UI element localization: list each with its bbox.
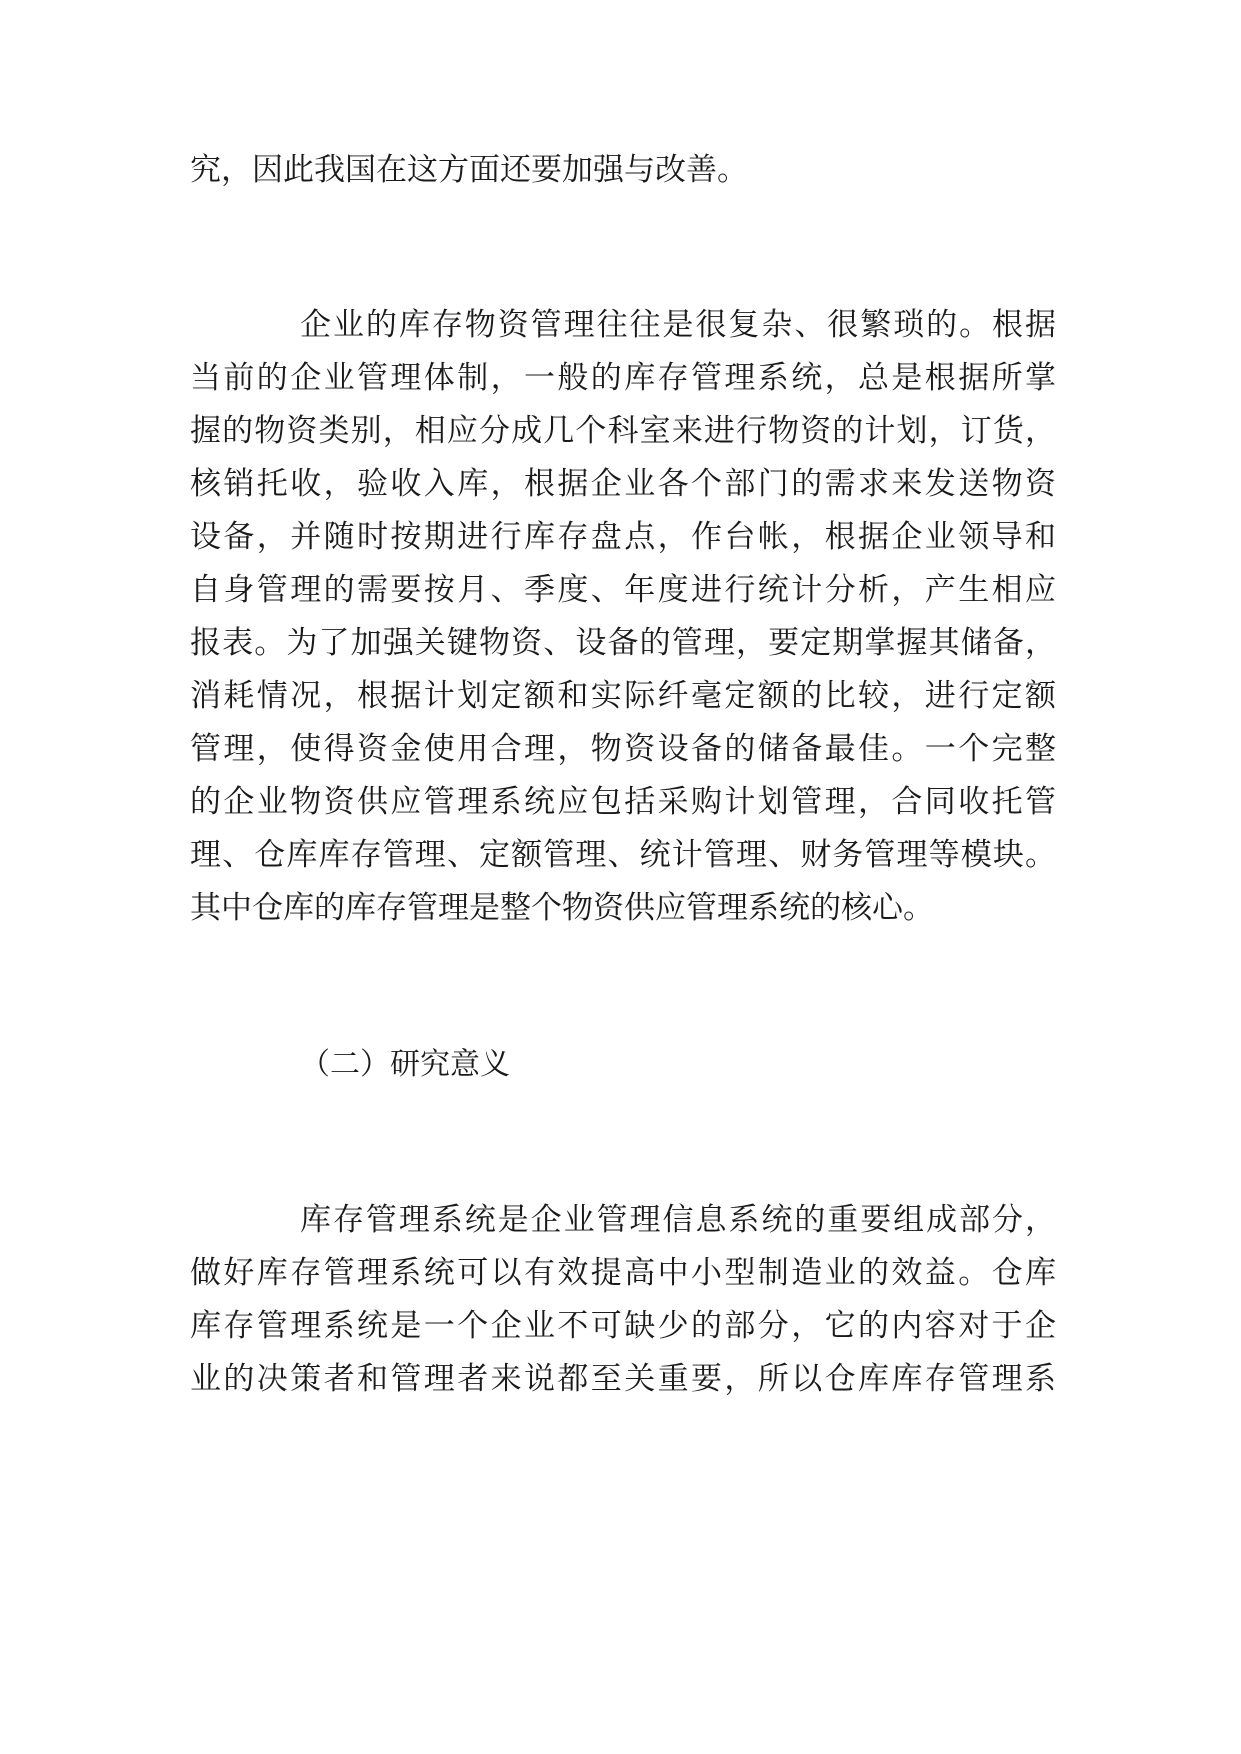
section-heading: （二）研究意义 (300, 1047, 510, 1082)
text-line: 当前的企业管理体制，一般的库存管理系统，总是根据所掌 (190, 360, 1056, 396)
text-line: 设备，并随时按期进行库存盘点，作台帐，根据企业领导和 (190, 519, 1056, 555)
text-line: 自身管理的需要按月、季度、年度进行统计分析，产生相应 (190, 572, 1056, 608)
text-line: 核销托收，验收入库，根据企业各个部门的需求来发送物资 (190, 466, 1056, 502)
text-line: 握的物资类别，相应分成几个科室来进行物资的计划，订货， (190, 413, 1056, 449)
text-line: 报表。为了加强关键物资、设备的管理，要定期掌握其储备， (190, 625, 1056, 661)
text-line: 理、仓库库存管理、定额管理、统计管理、财务管理等模块。 (190, 837, 1056, 873)
text-line: 究，因此我国在这方面还要加强与改善。 (190, 152, 748, 188)
text-line: 企业的库存物资管理往往是很复杂、很繁琐的。根据 (300, 307, 1056, 343)
text-line: 业的决策者和管理者来说都至关重要，所以仓库库存管理系 (190, 1361, 1056, 1397)
text-line: 的企业物资供应管理系统应包括采购计划管理，合同收托管 (190, 784, 1056, 820)
text-line: 库存管理系统是企业管理信息系统的重要组成部分， (300, 1202, 1056, 1238)
text-line: 消耗情况，根据计划定额和实际纤毫定额的比较，进行定额 (190, 678, 1056, 714)
text-line: 库存管理系统是一个企业不可缺少的部分，它的内容对于企 (190, 1308, 1056, 1344)
text-line: 管理，使得资金使用合理，物资设备的储备最佳。一个完整 (190, 731, 1056, 767)
text-line: 其中仓库的库存管理是整个物资供应管理系统的核心。 (190, 890, 934, 926)
text-line: 做好库存管理系统可以有效提高中小型制造业的效益。仓库 (190, 1255, 1056, 1291)
